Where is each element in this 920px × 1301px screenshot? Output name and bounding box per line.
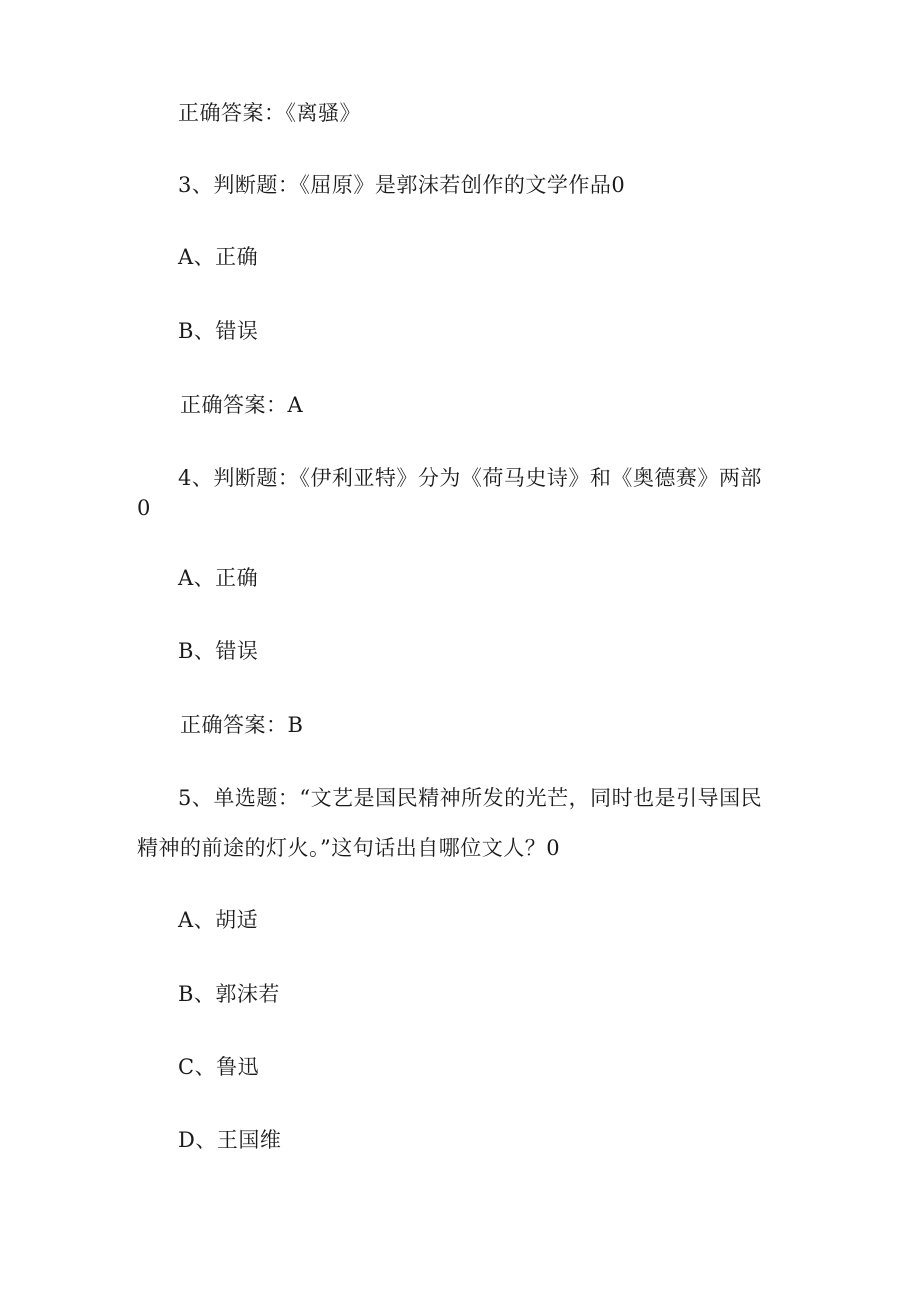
question-3-stem: 3、判断题：《屈原》是郭沫若创作的文学作品0 [178,173,626,197]
previous-answer: 正确答案：《离骚》 [178,101,361,125]
question-4-option-b: B、错误 [178,639,259,663]
question-3-option-b: B、错误 [178,319,259,343]
question-4-stem-line1: 4、判断题：《伊利亚特》分为《荷马史诗》和《奥德赛》两部 [178,466,762,490]
question-5-option-d: D、王国维 [178,1128,282,1152]
question-3-answer: 正确答案：A [180,393,304,417]
question-4-stem-line2: 0 [137,496,151,520]
question-4-answer: 正确答案：B [180,713,304,737]
question-5-option-b: B、郭沫若 [178,982,280,1006]
question-5-option-c: C、鲁迅 [178,1055,260,1079]
question-4-option-a: A、正确 [178,566,259,590]
question-5-stem-line1: 5、单选题：“文艺是国民精神所发的光芒，同时也是引导国民 [178,786,763,810]
question-5-stem-line2: 精神的前途的灯火。”这句话出自哪位文人？0 [137,836,561,860]
question-3-option-a: A、正确 [178,245,259,269]
question-5-option-a: A、胡适 [178,908,259,932]
